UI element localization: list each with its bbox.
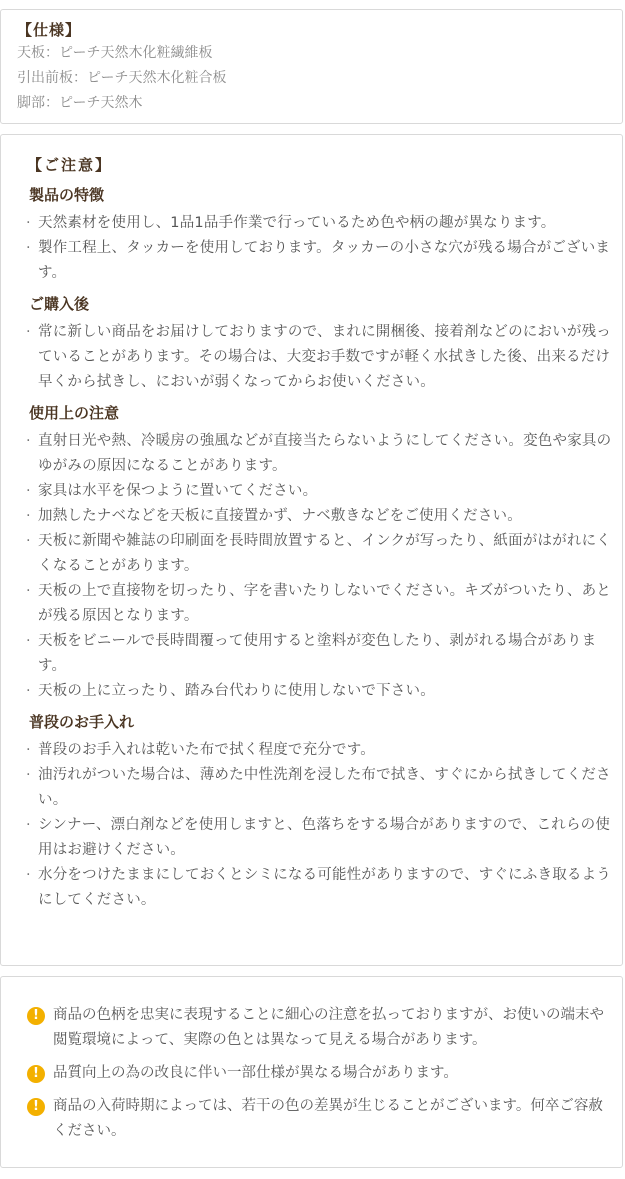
section-heading: 製品の特徴 — [29, 186, 105, 204]
section-heading: ご購入後 — [29, 295, 90, 313]
spec-line: 天板：ピーチ天然木化粧繊維板 — [17, 45, 213, 61]
exclamation-icon: ! — [27, 1007, 45, 1025]
list-item: · 家具は水平を保つように置いてください。 — [26, 483, 318, 499]
exclamation-icon: ! — [27, 1065, 45, 1083]
section-heading: 普段のお手入れ — [29, 713, 135, 731]
list-item: · 水分をつけたままにしておくとシミになる可能性がありますので、すぐにふき取るようにしてください。 — [26, 867, 612, 908]
caution-title: 【ご注意】 — [27, 156, 113, 174]
section-list — [23, 429, 612, 704]
notice-item: ! 商品の色柄を忠実に表現することに細心の注意を払っておりますが、お使いの端末や閲覧環境によって、実際の色とは異なって見える場合があります。 — [27, 1003, 606, 1053]
list-item: · 天然素材を使用し、1品1品手作業で行っているため色や柄の趣が異なります。 — [26, 215, 556, 231]
list-item: · 天板の上で直接物を切ったり、字を書いたりしないでください。キズがついたり、あとが残る原因となります。 — [26, 583, 612, 624]
list-item: · 天板に新聞や雑誌の印刷面を長時間放置すると、インクが写ったり、紙面がはがれにくくなることがあります。 — [26, 533, 612, 574]
exclamation-icon: ! — [27, 1098, 45, 1116]
list-item: · 天板をビニールで長時間覆って使用すると塗料が変色したり、剥がれる場合があります。 — [26, 633, 597, 674]
section-list — [23, 211, 611, 286]
spec-line: 脚部：ピーチ天然木 — [17, 95, 143, 111]
caution-box — [0, 134, 623, 966]
notice-box — [0, 976, 623, 1168]
list-item: · 直射日光や熱、冷暖房の強風などが直接当たらないようにしてください。変色や家具のゆがみの原因になることがあります。 — [26, 433, 612, 474]
spec-line: 引出前板：ピーチ天然木化粧合板 — [17, 70, 227, 86]
spec-box — [0, 9, 623, 124]
list-item: · 油汚れがついた場合は、薄めた中性洗剤を浸した布で拭き、すぐにから拭きしてください。 — [26, 767, 611, 808]
spec-title: 【仕様】 — [17, 21, 82, 39]
list-item: · 製作工程上、タッカーを使用しております。タッカーの小さな穴が残る場合がございます。 — [26, 240, 611, 281]
list-item: · シンナー、漂白剤などを使用しますと、色落ちをする場合がありますので、これらの使用はお避けください。 — [26, 817, 611, 858]
list-item: · 加熱したナベなどを天板に直接置かず、ナベ敷きなどをご使用ください。 — [26, 508, 522, 524]
list-item: · 常に新しい商品をお届けしておりますので、まれに開梱後、接着剤などのにおいが残っていることがあります。その場合は、大変お手数ですが軽く水拭きした後、出来るだけ早くから拭きし、においが弱くなってからお使いください。 — [26, 324, 612, 390]
section-heading: 使用上の注意 — [29, 404, 120, 422]
section-list — [23, 738, 612, 913]
section-list — [23, 320, 612, 395]
notice-item: ! 商品の入荷時期によっては、若干の色の差異が生じることがございます。何卒ご容赦ください。 — [27, 1094, 606, 1144]
list-item: · 天板の上に立ったり、踏み台代わりに使用しないで下さい。 — [26, 683, 435, 699]
list-item: · 普段のお手入れは乾いた布で拭く程度で充分です。 — [26, 742, 375, 758]
notice-item: ! 品質向上の為の改良に伴い一部仕様が異なる場合があります。 — [27, 1061, 606, 1086]
